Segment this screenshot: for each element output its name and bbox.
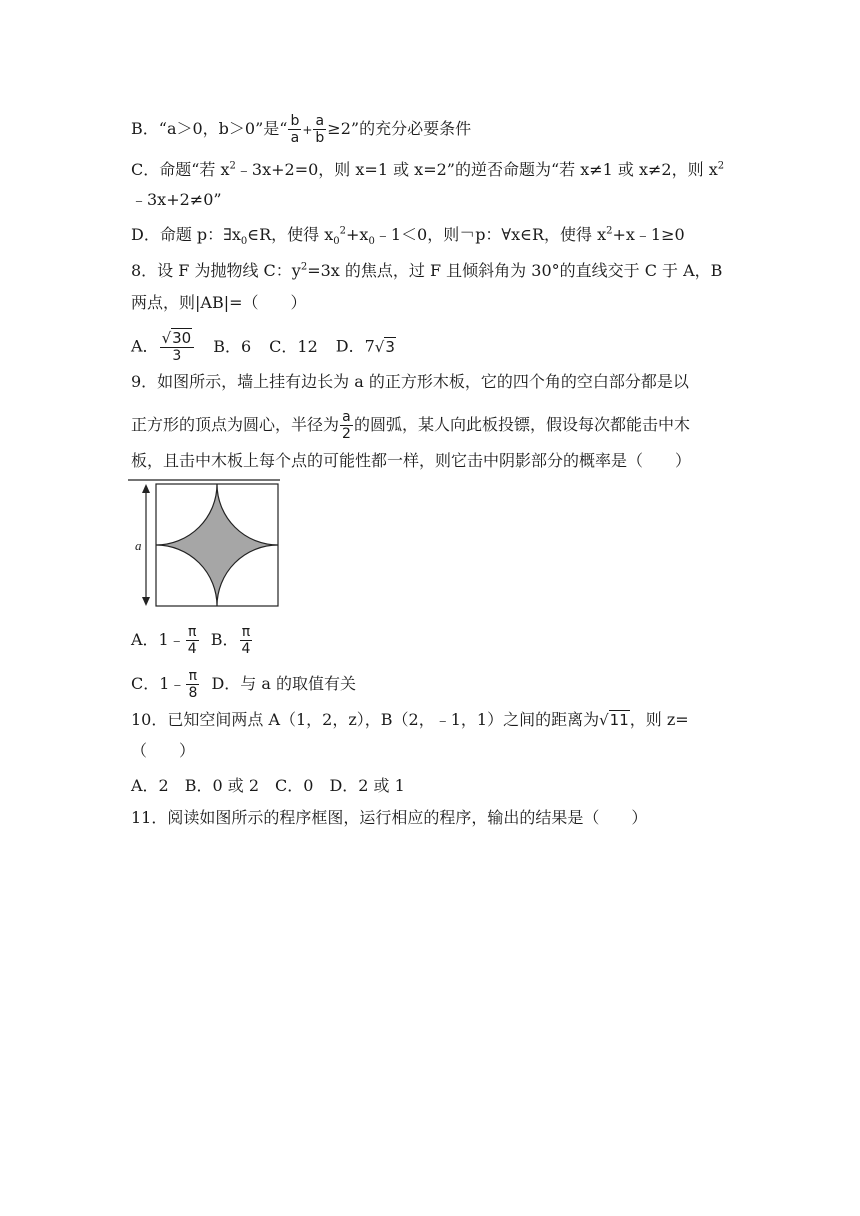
q10-stem-line1: 10．已知空间两点 A（1，2，z），B（2，﹣1，1）之间的距离为√11，则 z= (131, 710, 689, 729)
side-label: a (135, 538, 142, 553)
q9-stem-line3: 板，且击中木板上每个点的可能性都一样，则它击中阴影部分的概率是（ ） (131, 451, 692, 470)
q7-option-d: D．命题 p：$\exists x_0\in R$，使得 $x_0^2+x_0﹣1<0$，则￢p：∀x∈R，使得 $x^2+x﹣1\ge 0$ (131, 225, 685, 248)
q9-stem-line1: 9．如图所示，墙上挂有边长为 a 的正方形木板，它的四个角的空白部分都是以 (131, 372, 689, 391)
q8-options: A． $\frac{√30}{3}$ B．6 C．12 D．7√3 (131, 329, 395, 364)
q9-stem-line2: 正方形的顶点为圆心，半径为 $\frac{a}{2}$ 的圆弧，某人向此板投镖，假设每次都能击中木 (131, 409, 690, 442)
fraction-sqrt30-over-3: $\frac{√30}{3}$ (160, 330, 195, 364)
q9-options-row1: A．1﹣ $\frac{\pi}{4}$ B． $\frac{\pi}{4}$ (131, 624, 251, 657)
q7-option-c-line2: ﹣3x+2≠0” (131, 190, 222, 209)
q9-options-row2: C．1﹣ $\frac{\pi}{8}$ D．与 a 的取值有关 (131, 668, 356, 701)
fraction-a-over-2: $\frac{a}{2}$ (342, 409, 351, 442)
arrow-down-icon (142, 597, 150, 606)
fraction-pi-over-4-a: $\frac{\pi}{4}$ (187, 624, 197, 657)
q10-stem-line2: （ ） (131, 741, 196, 760)
q7-option-c-line1: C．命题“若 $x^2﹣3x+2=0$，则 x=1 或 x=2”的逆否命题为“若 x≠1 或 x≠2，则 $x^2$ (131, 160, 725, 179)
fraction-b-over-a: $\frac{b}{a}$ (290, 113, 300, 146)
fraction-pi-over-4-b: $\frac{\pi}{4}$ (241, 624, 251, 657)
q7-option-b: B．“a＞0，b＞0”是“ $\frac{b}{a}$ + $\frac{a}{b}$ ≥2”的充分必要条件 (131, 113, 472, 146)
square-board-figure (128, 479, 280, 613)
fraction-pi-over-8: $\frac{\pi}{8}$ (188, 668, 198, 701)
q10-options: A．2 B．0 或 2 C．0 D．2 或 1 (131, 776, 405, 795)
board-svg (128, 479, 280, 609)
fraction-a-over-b: $\frac{a}{b}$ (315, 113, 325, 146)
arrow-up-icon (142, 484, 150, 493)
q8-stem-line2: 两点，则|AB|=（ ） (131, 293, 307, 312)
sqrt-11: √11 (599, 711, 629, 729)
q8-stem-line1: 8．设 F 为抛物线 C：$y^2=3x$ 的焦点，过 F 且倾斜角为 30°的直线交于 C 于 A，B (131, 261, 723, 280)
sqrt-3: √3 (374, 337, 395, 356)
q11-stem: 11．阅读如图所示的程序框图，运行相应的程序，输出的结果是（ ） (131, 808, 648, 827)
